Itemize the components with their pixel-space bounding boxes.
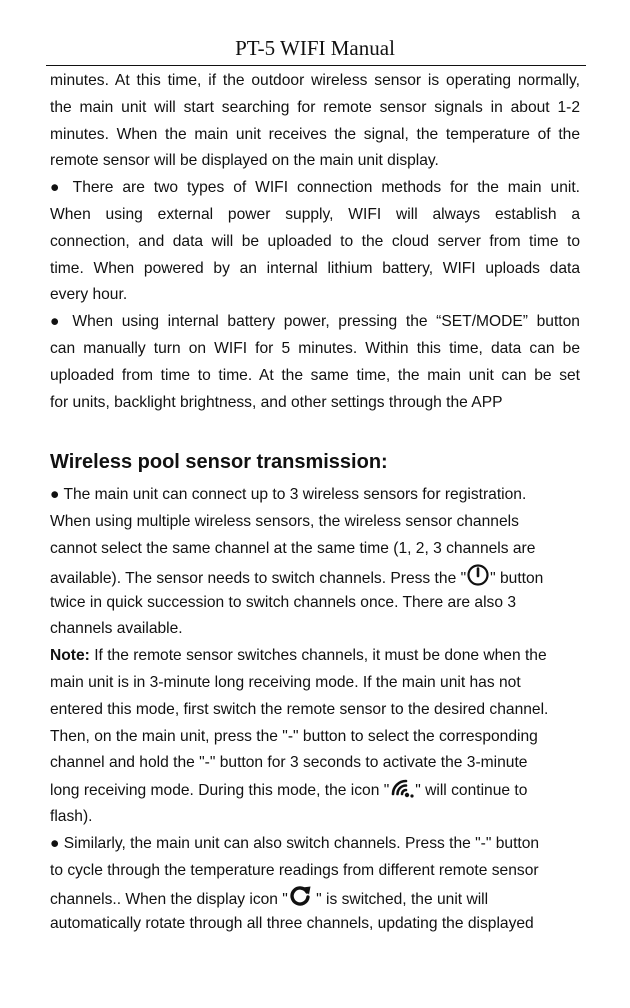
page-header-title: PT-5 WIFI Manual bbox=[235, 36, 395, 60]
paragraph-battery-power bbox=[50, 309, 580, 416]
text-fragment: If the remote sensor switches channels, it must be done when the bbox=[89, 647, 547, 665]
text-line: twice in quick succession to switch channels once. There are also 3 bbox=[50, 593, 517, 611]
text-line: flash). bbox=[50, 807, 93, 825]
section-heading: Wireless pool sensor transmission: bbox=[50, 451, 388, 474]
section-spacer bbox=[50, 416, 580, 442]
text-line bbox=[50, 643, 580, 670]
text-fragment: available). The sensor needs to switch channels. Press the " bbox=[50, 569, 467, 587]
text-line: every hour. bbox=[50, 286, 128, 304]
text-line: channels available. bbox=[50, 620, 183, 638]
text-fragment: " button bbox=[490, 569, 544, 587]
text-line: minutes. At this time, if the outdoor wireless sensor is operating normally, bbox=[50, 72, 580, 89]
text-line: for units, backlight brightness, and other settings through the APP bbox=[50, 393, 503, 411]
text-line: the main unit will start searching for remote sensor signals in about 1-2 bbox=[50, 98, 580, 116]
text-line: ● The main unit can connect up to 3 wireless sensors for registration. bbox=[50, 486, 527, 504]
text-line: ● When using internal battery power, pressing the “SET/MODE” button bbox=[50, 313, 580, 331]
text-line: can manually turn on WIFI for 5 minutes. Within this time, data can be bbox=[50, 339, 580, 357]
text-line bbox=[50, 884, 580, 911]
text-line: to cycle through the temperature readings from different remote sensor bbox=[50, 861, 539, 879]
text-line: time. When powered by an internal lithium battery, WIFI uploads data bbox=[50, 259, 580, 277]
paragraph-sensor-channels bbox=[50, 482, 580, 643]
text-fragment: long receiving mode. During this mode, the icon " bbox=[50, 782, 390, 800]
text-line: When using multiple wireless sensors, the wireless sensor channels bbox=[50, 513, 519, 531]
text-line: connection, and data will be uploaded to the cloud server from time to bbox=[50, 232, 580, 250]
text-line: cannot select the same channel at the same time (1, 2, 3 channels are bbox=[50, 539, 536, 557]
paragraph-note bbox=[50, 643, 580, 831]
manual-page-content bbox=[50, 68, 580, 938]
text-fragment: " will continue to bbox=[415, 782, 528, 800]
paragraph-sensor-search bbox=[50, 68, 580, 175]
text-line: main unit is in 3-minute long receiving mode. If the main unit has not bbox=[50, 673, 521, 691]
text-line: remote sensor will be displayed on the main unit display. bbox=[50, 152, 439, 170]
text-line: ● There are two types of WIFI connection methods for the main unit. bbox=[50, 179, 580, 197]
wireless-signal-icon bbox=[389, 777, 415, 809]
note-label: Note: bbox=[50, 647, 90, 665]
header-divider bbox=[46, 65, 586, 66]
text-fragment: channels.. When the display icon " bbox=[50, 891, 288, 909]
text-line: When using external power supply, WIFI will always establish a bbox=[50, 205, 580, 223]
text-line: entered this mode, first switch the remote sensor to the desired channel. bbox=[50, 700, 549, 718]
text-line bbox=[50, 563, 580, 590]
paragraph-wifi-methods bbox=[50, 175, 580, 309]
text-line: minutes. When the main unit receives the signal, the temperature of the bbox=[50, 125, 580, 143]
text-fragment: " is switched, the unit will bbox=[311, 891, 489, 909]
text-line: Then, on the main unit, press the "-" button to select the corresponding bbox=[50, 727, 538, 745]
text-line: ● Similarly, the main unit can also switch channels. Press the "-" button bbox=[50, 834, 540, 852]
text-line: channel and hold the "-" button for 3 seconds to activate the 3-minute bbox=[50, 754, 528, 772]
text-line: automatically rotate through all three channels, updating the displayed bbox=[50, 915, 534, 933]
paragraph-channel-cycling bbox=[50, 831, 580, 938]
text-line: uploaded from time to time. At the same time, the main unit can be set bbox=[50, 366, 580, 384]
text-line bbox=[50, 777, 580, 804]
